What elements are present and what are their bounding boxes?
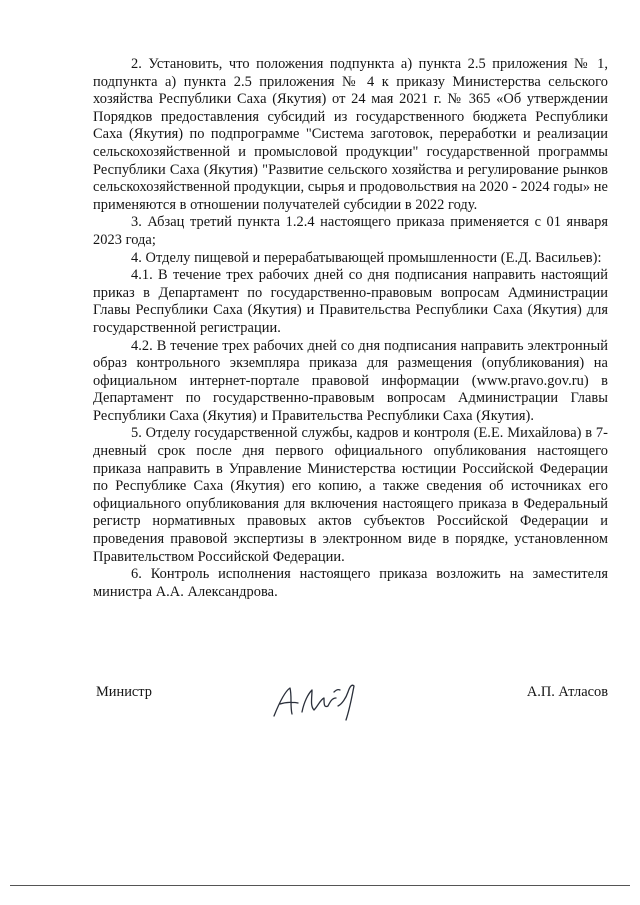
handwritten-signature-icon <box>268 676 388 726</box>
signatory-title: Министр <box>96 684 152 700</box>
paragraph-6: 6. Контроль исполнения настоящего приказа возложить на заместителя министра А.А. Александрова. <box>93 566 608 600</box>
paragraph-3: 3. Абзац третий пункта 1.2.4 настоящего приказа применяется с 01 января 2023 года; <box>93 214 608 248</box>
paragraph-4: 4. Отделу пищевой и перерабатывающей промышленности (Е.Д. Васильев): <box>131 249 602 266</box>
page-bottom-divider <box>10 885 630 886</box>
signatory-name: А.П. Атласов <box>526 684 608 700</box>
signature-block <box>96 676 608 726</box>
paragraph-4-1: 4.1. В течение трех рабочих дней со дня подписания направить настоящий приказ в Департамент по государственно-правовым вопросам Администрации Главы Республики Саха (Якутия) и Правительства Республики Саха (Якутия) для государственной регистрации. <box>93 267 608 336</box>
paragraph-4-2: 4.2. В течение трех рабочих дней со дня подписания направить электронный образ контрольного экземпляра приказа для размещения (опубликования) на официальном интернет-портале правовой информации (www.pravo.gov.ru) в Департамент по государственно-правовым вопросам Администрации Главы Республики Саха (Якутия) и Правительства Республики Саха (Якутия). <box>93 337 608 424</box>
paragraph-5: 5. Отделу государственной службы, кадров и контроля (Е.Е. Михайлова) в 7-дневный срок после дня первого официального опубликования настоящего приказа направить в Управление Министерства юстиции Российской Федерации по Республике Саха (Якутия) его копию, а также сведения об источниках его официального опубликования для включения настоящего приказа в Федеральный регистр нормативных правовых актов субъектов Российской Федерации и проведения правовой экспертизы в электронном виде в порядке, установленном Правительством Российской Федерации. <box>93 425 608 565</box>
document-body <box>93 56 608 601</box>
paragraph-2: 2. Установить, что положения подпункта а) пункта 2.5 приложения № 1, подпункта а) пункта 2.5 приложения № 4 к приказу Министерства сельского хозяйства Республики Саха (Якутия) от 24 мая 2021 г. № 365 «Об утверждении Порядков предоставления субсидий из государственного бюджета Республики Саха (Якутия) по подпрограмме "Система заготовок, переработки и реализации сельскохозяйственной и промысловой продукции" государственной программы Республики Саха (Якутия) "Развитие сельского хозяйства и регулирование рынков сельскохозяйственной продукции, сырья и продовольствия на 2020 - 2024 годы» не применяются в отношении получателей субсидии в 2022 году. <box>93 56 608 213</box>
